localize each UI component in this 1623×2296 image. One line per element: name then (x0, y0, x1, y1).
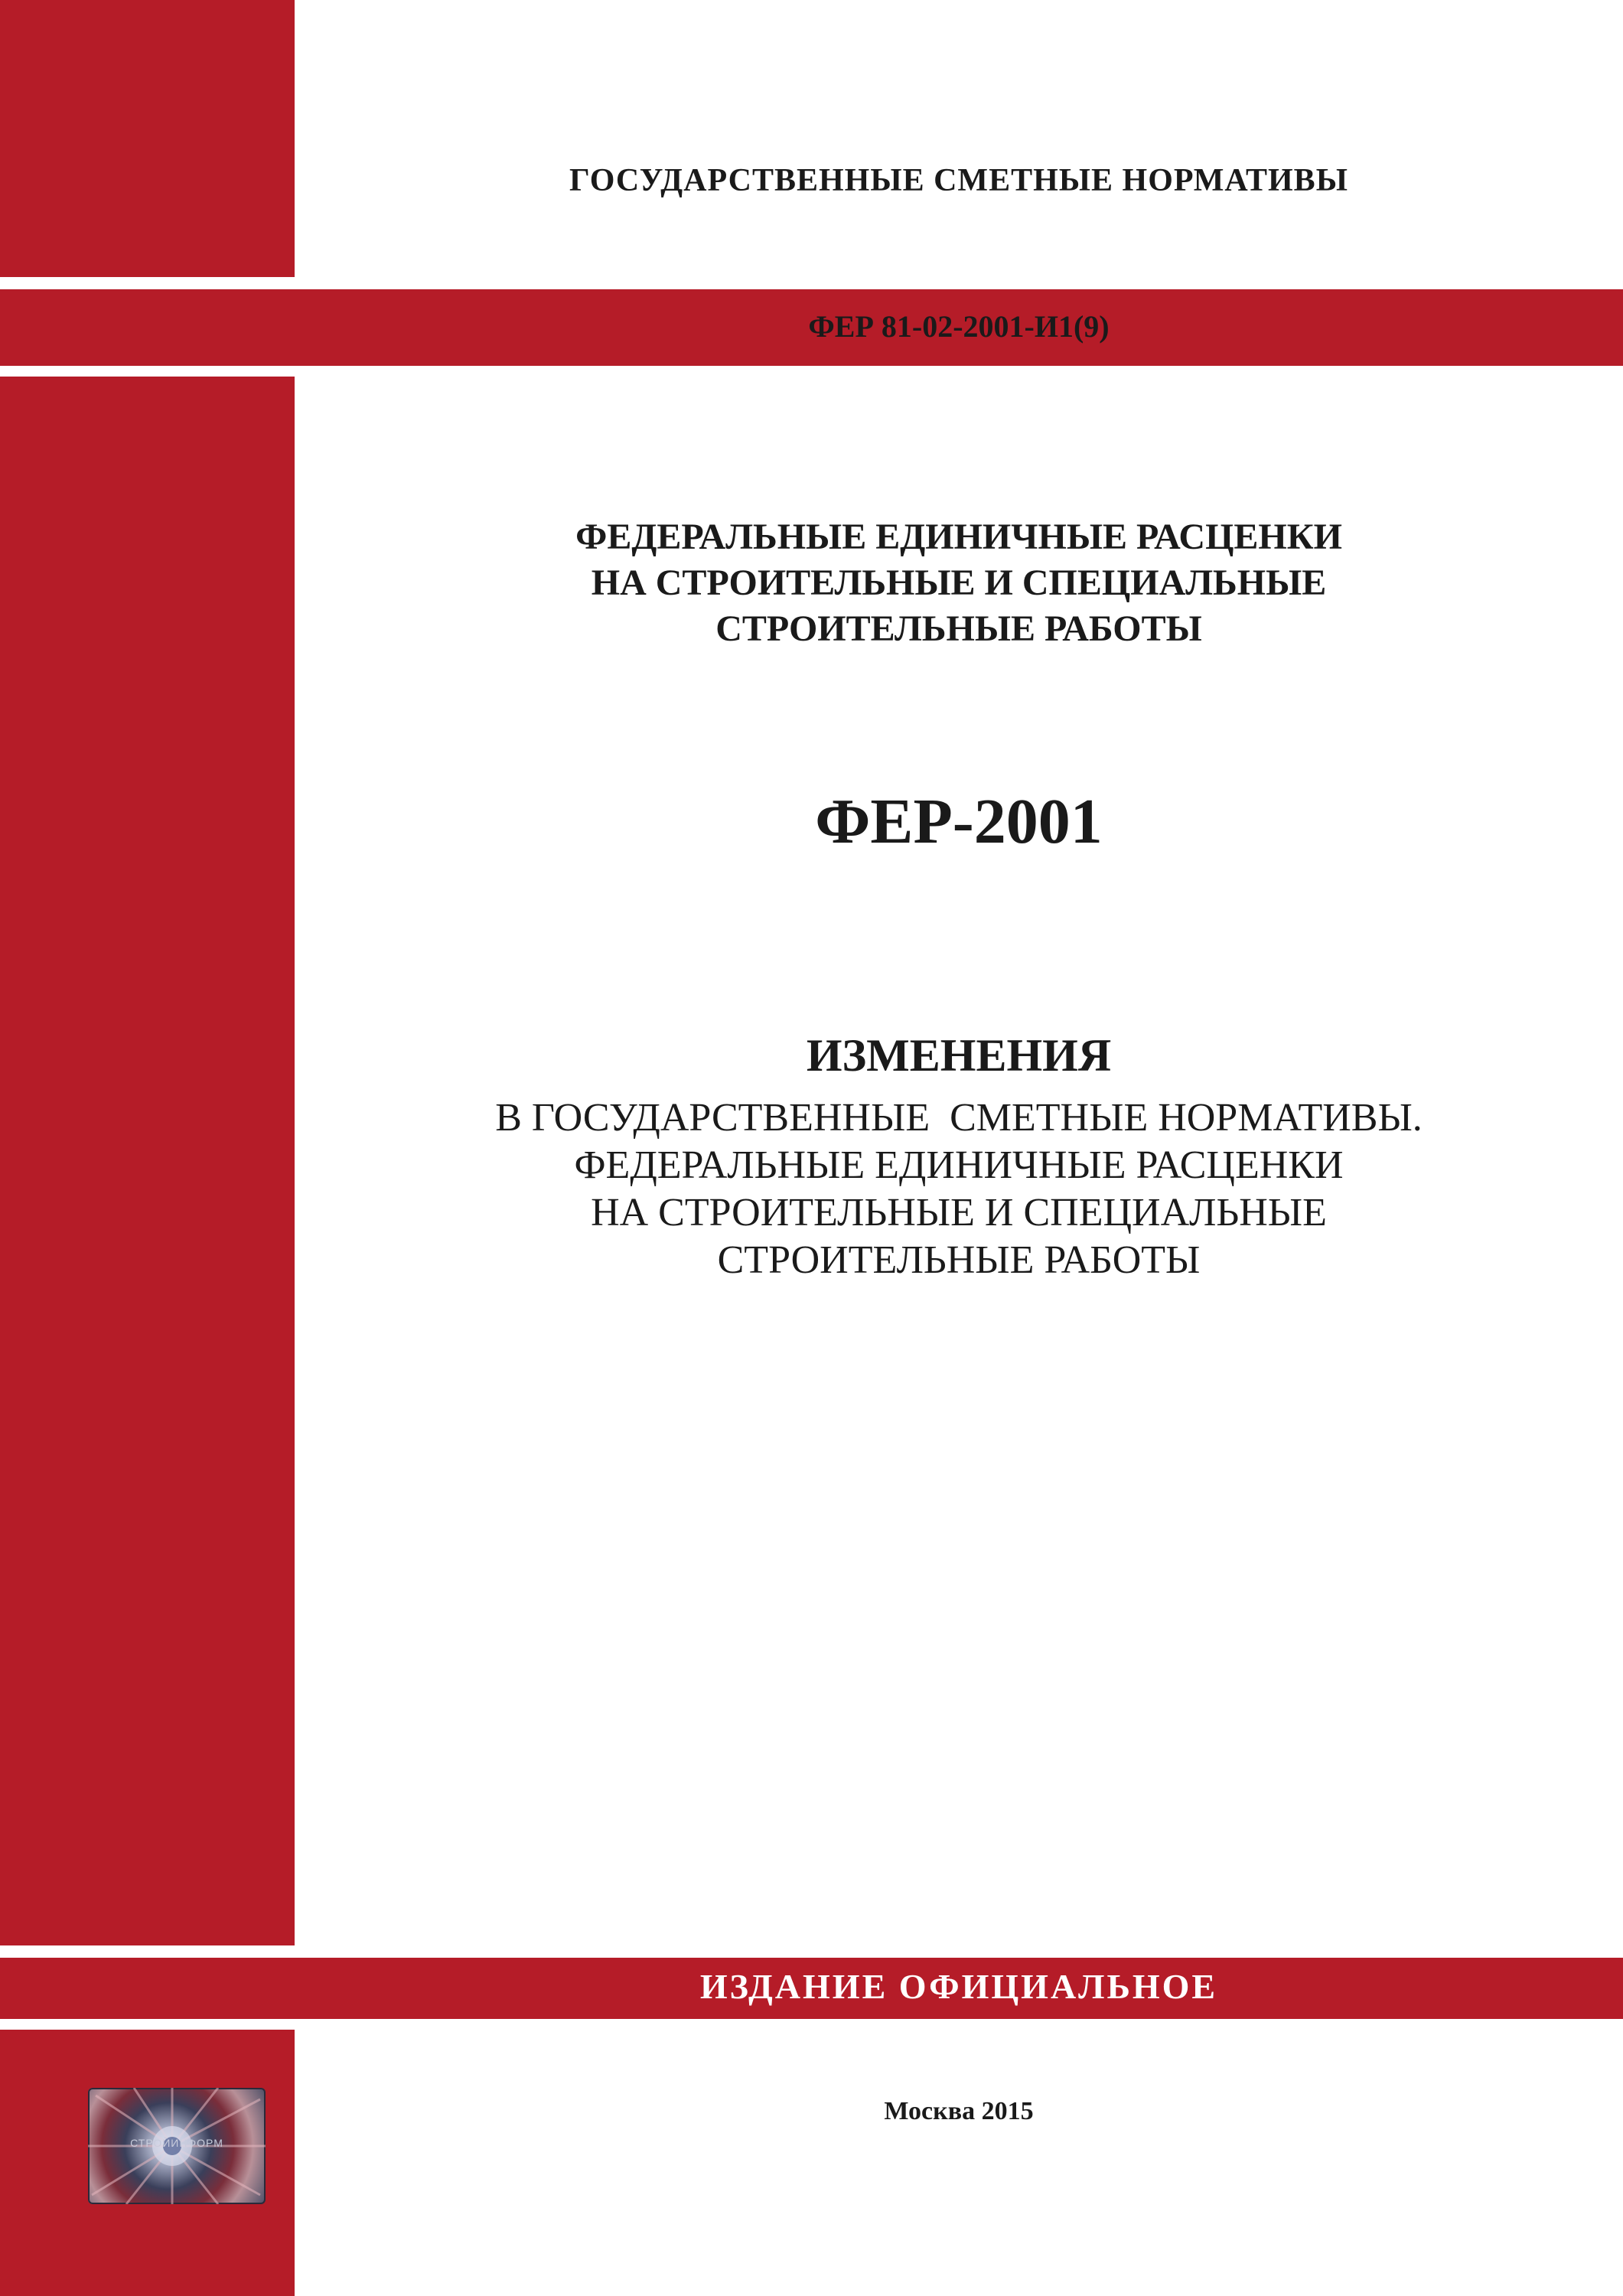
short-code: ФЕР-2001 (815, 786, 1103, 857)
main-title (295, 514, 1623, 652)
hologram-seal-icon (88, 2088, 266, 2204)
changes-description (295, 1094, 1623, 1284)
hologram-text: СТРОЙИНФОРМ (130, 2137, 223, 2149)
city-year: Москва 2015 (884, 2097, 1034, 2125)
left-red-block-top (0, 0, 295, 277)
changes-line: СТРОИТЕЛЬНЫЕ РАБОТЫ (717, 1238, 1201, 1282)
main-title-line: ФЕДЕРАЛЬНЫЕ ЕДИНИЧНЫЕ РАСЦЕНКИ (575, 517, 1342, 557)
header-title: ГОСУДАРСТВЕННЫЕ СМЕТНЫЕ НОРМАТИВЫ (569, 163, 1348, 198)
changes-line: НА СТРОИТЕЛЬНЫЕ И СПЕЦИАЛЬНЫЕ (591, 1191, 1327, 1234)
changes-line: ФЕДЕРАЛЬНЫЕ ЕДИНИЧНЫЕ РАСЦЕНКИ (574, 1143, 1344, 1187)
left-red-block-middle (0, 377, 295, 1945)
edition-label: ИЗДАНИЕ ОФИЦИАЛЬНОЕ (699, 1967, 1218, 2006)
main-title-line: НА СТРОИТЕЛЬНЫЕ И СПЕЦИАЛЬНЫЕ (591, 563, 1327, 603)
main-title-line: СТРОИТЕЛЬНЫЕ РАБОТЫ (715, 608, 1202, 649)
changes-line: В ГОСУДАРСТВЕННЫЕ СМЕТНЫЕ НОРМАТИВЫ. (495, 1096, 1423, 1140)
changes-heading: ИЗМЕНЕНИЯ (806, 1030, 1112, 1081)
document-code: ФЕР 81-02-2001-И1(9) (808, 309, 1110, 344)
